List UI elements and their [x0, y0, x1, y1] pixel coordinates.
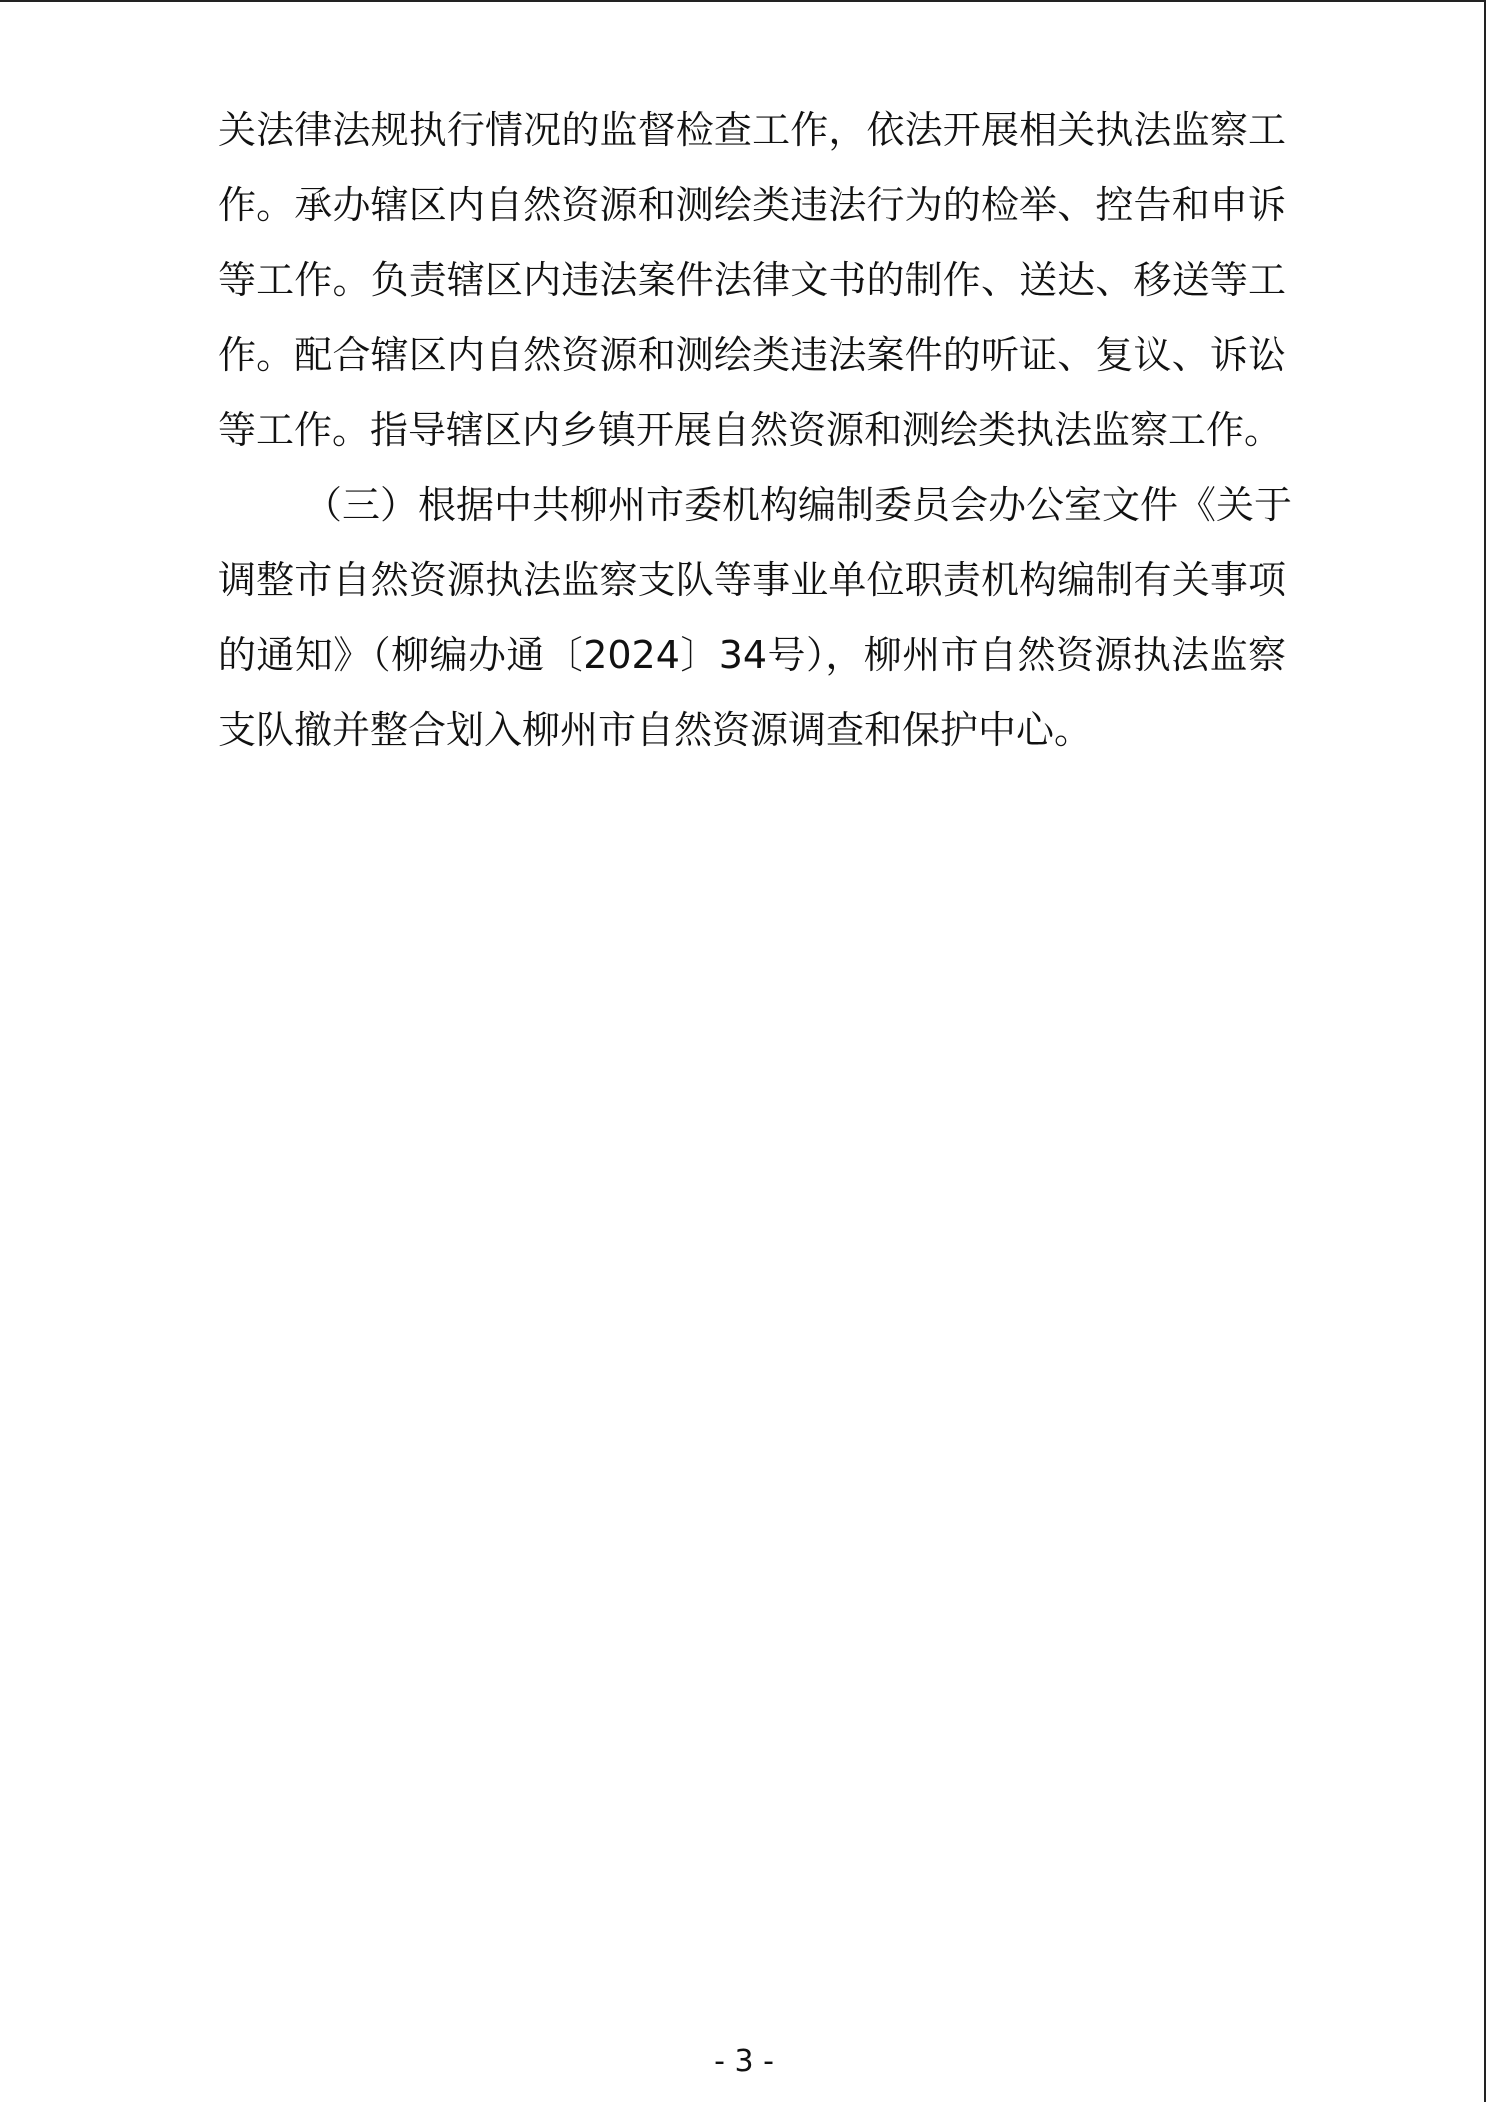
page-number: - 3 - [714, 2044, 774, 2079]
body-text-line: （三）根据中共柳州市委机构编制委员会办公室文件《关于 [304, 483, 1293, 527]
body-text-line: 的通知》（柳编办通〔2024〕34号），柳州市自然资源执法监察 [218, 633, 1286, 677]
body-text-line: 支队撤并整合划入柳州市自然资源调查和保护中心。 [218, 708, 1093, 752]
body-text-line: 关法律法规执行情况的监督检查工作，依法开展相关执法监察工 [218, 108, 1286, 152]
body-text-line: 作。配合辖区内自然资源和测绘类违法案件的听证、复议、诉讼 [218, 333, 1286, 377]
body-text-line: 等工作。负责辖区内违法案件法律文书的制作、送达、移送等工 [218, 258, 1286, 302]
body-text-line: 作。承办辖区内自然资源和测绘类违法行为的检举、控告和申诉 [218, 183, 1286, 227]
body-text-line: 调整市自然资源执法监察支队等事业单位职责机构编制有关事项 [218, 558, 1286, 602]
body-text-line: 等工作。指导辖区内乡镇开展自然资源和测绘类执法监察工作。 [218, 408, 1283, 452]
